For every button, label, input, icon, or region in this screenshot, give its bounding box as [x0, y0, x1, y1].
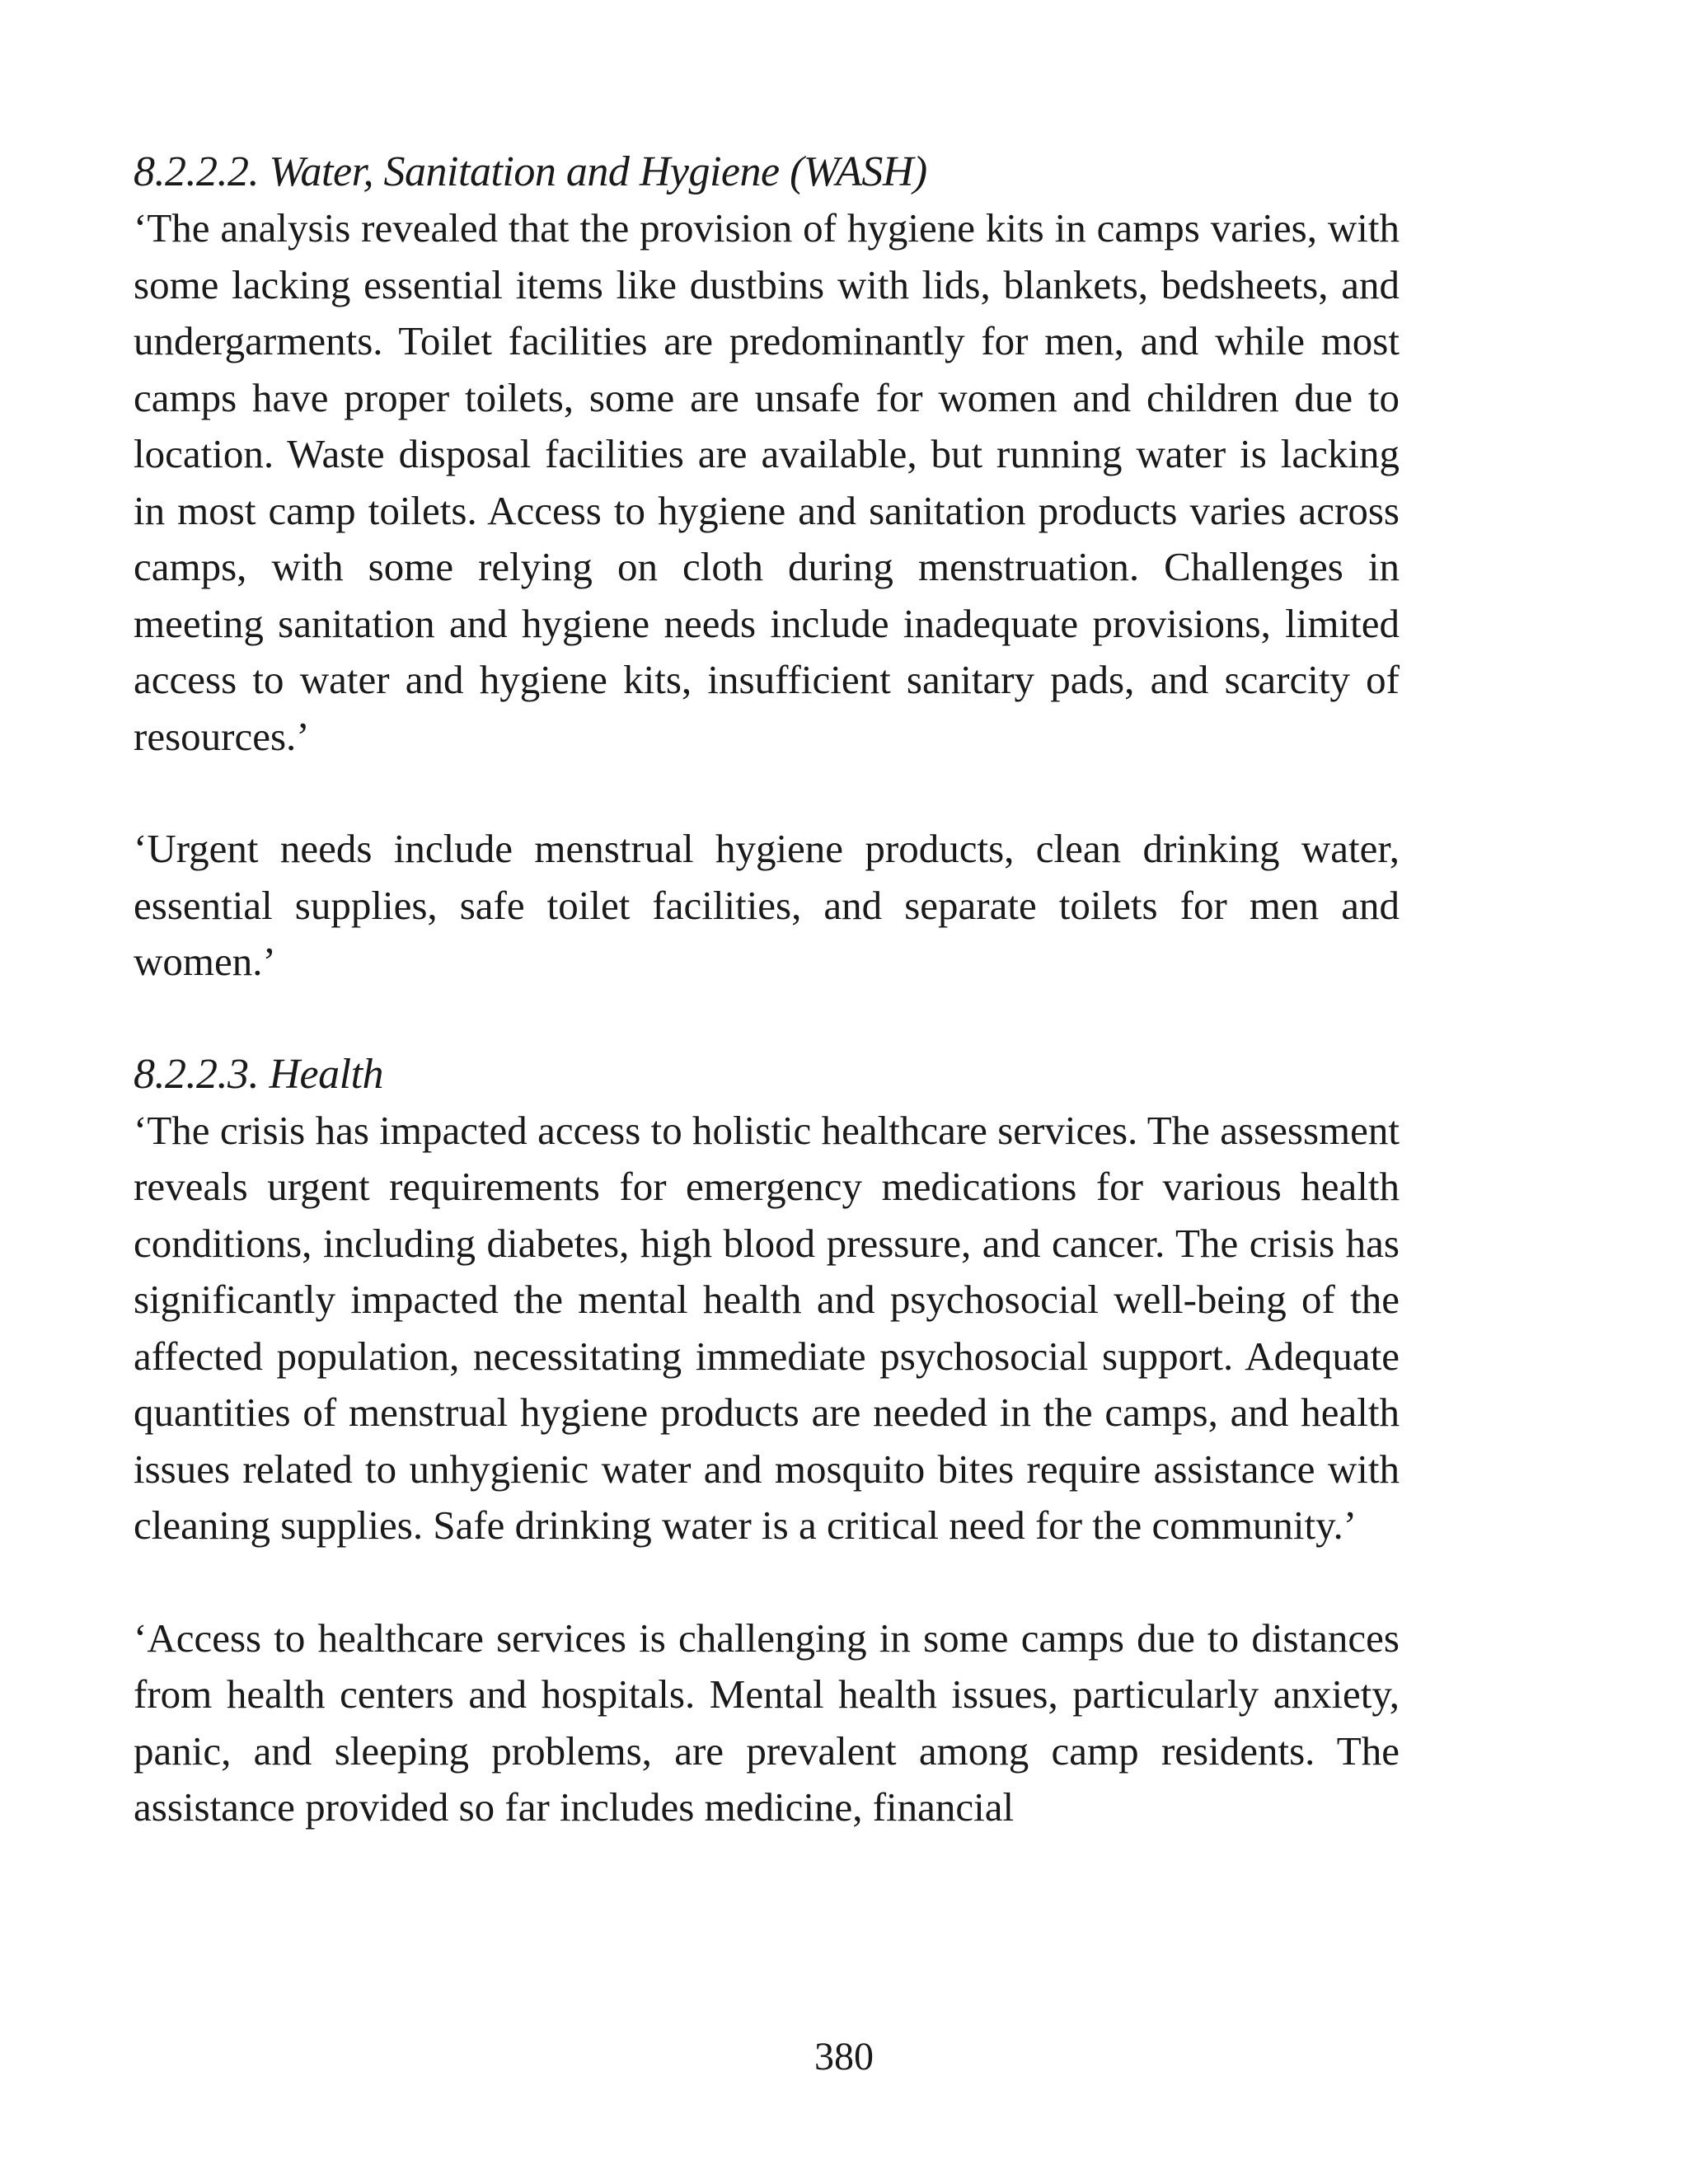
section-heading-wash: 8.2.2.2. Water, Sanitation and Hygiene (WASH): [134, 148, 927, 195]
health-paragraph-2: ‘Access to healthcare services is challenging in some camps due to distances from health centers and hospitals. Mental health issues, particularly anxiety, panic, and sleeping problems, are prevalent among camp residents. The assistance provided so far includes medicine, financial: [134, 1615, 1400, 1830]
page-number: 380: [814, 2035, 874, 2079]
page-body: [134, 144, 1400, 1836]
paragraph-spacer: [134, 765, 1400, 821]
paragraph-spacer: [134, 1554, 1400, 1610]
wash-paragraph-1: ‘The analysis revealed that the provision of hygiene kits in camps varies, with some lacking essential items like dustbins with lids, blankets, bedsheets, and undergarments. Toilet facilities are predominantly for men, and while most camps have proper toilets, some are unsafe for women and children due to location. Waste disposal facilities are available, but running water is lacking in most camp toilets. Access to hygiene and sanitation products varies across camps, with some relying on cloth during menstruation. Challenges in meeting sanitation and hygiene needs include inadequate provisions, limited access to water and hygiene kits, insufficient sanitary pads, and scarcity of resources.’: [134, 205, 1400, 759]
wash-paragraph-2: ‘Urgent needs include menstrual hygiene products, clean drinking water, essential supplies, safe toilet facilities, and separate toilets for men and women.’: [134, 826, 1400, 984]
section-spacer: [134, 991, 1400, 1047]
health-paragraph-1: ‘The crisis has impacted access to holistic healthcare services. The assessment reveals urgent requirements for emergency medications for various health conditions, including diabetes, high blood pressure, and cancer. The crisis has significantly impacted the mental health and psychosocial well-being of the affected population, necessitating immediate psychosocial support. Adequate quantities of menstrual hygiene products are needed in the camps, and health issues related to unhygienic water and mosquito bites require assistance with cleaning supplies. Safe drinking water is a critical need for the community.’: [134, 1107, 1400, 1548]
section-heading-health: 8.2.2.3. Health: [134, 1050, 384, 1098]
